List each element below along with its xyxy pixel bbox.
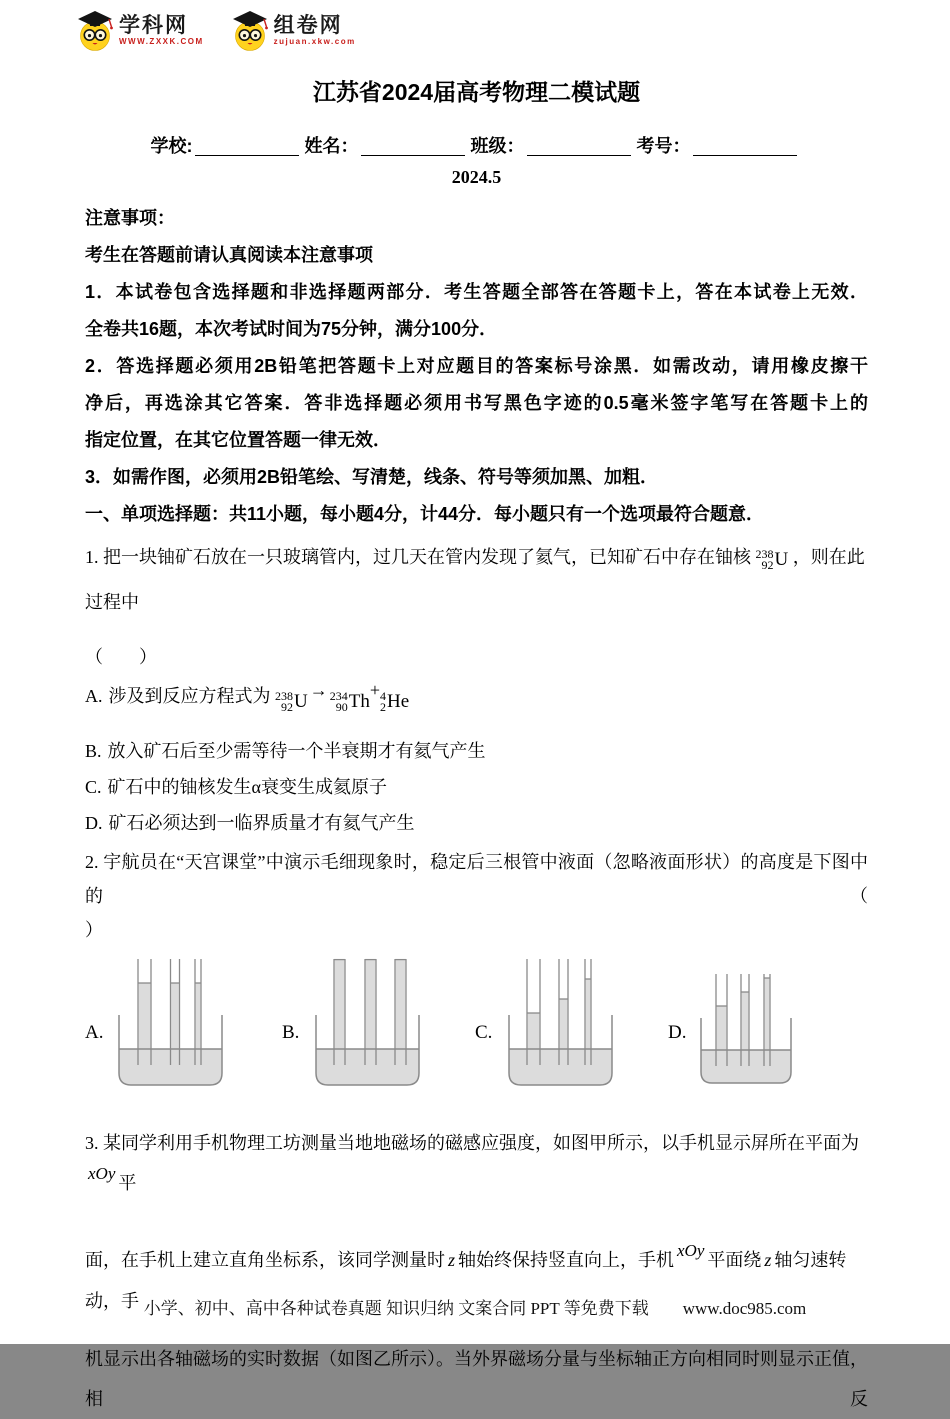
- option-c-text: 矿石中的铀核发生α衰变生成氦原子: [107, 777, 387, 797]
- question-2-stem-line1: 2. 宇航员在“天宫课堂”中演示毛细现象时，稳定后三根管中液面（忽略液面形状）的高度是下图中的（: [85, 852, 868, 906]
- option-d-text: 矿石必须达到一临界质量才有氦气产生: [108, 813, 415, 833]
- footer-site-url: www.doc985.com: [682, 1299, 807, 1318]
- question-3-line1: [85, 1123, 868, 1204]
- z-axis-variable: z: [764, 1250, 772, 1270]
- figure-b-label: B.: [282, 1022, 300, 1043]
- school-label: 学校:: [150, 136, 193, 156]
- logo-name: 学科网: [119, 13, 188, 37]
- question-1-stem: [85, 535, 868, 624]
- option-a-label: A.: [85, 686, 103, 706]
- capillary-tubes-figure-a: [113, 957, 228, 1089]
- owl-mascot-icon: [75, 7, 115, 53]
- figure-option-d: [668, 966, 796, 1089]
- class-blank: [527, 136, 631, 156]
- option-c-label: C.: [85, 777, 102, 797]
- capillary-tubes-figure-d: [696, 966, 796, 1086]
- figure-a-label: A.: [85, 1022, 104, 1043]
- question-3-text: 3. 某同学利用手机物理工坊测量当地地磁场的磁感应强度，如图甲所示，以手机显示屏所在平面为: [85, 1133, 859, 1153]
- student-info-line: [85, 128, 868, 158]
- exam-date: 2024.5: [451, 167, 502, 187]
- question-3-text: 平面绕: [707, 1250, 762, 1270]
- plus-sign: +: [369, 680, 380, 700]
- question-3-text: 面，在手机上建立直角坐标系，该同学测量时: [85, 1250, 445, 1270]
- figure-option-b: [282, 957, 425, 1089]
- question-3-text: 轴始终保持竖直向上，手机: [458, 1250, 675, 1270]
- xoy-plane-notation: xOy: [88, 1164, 116, 1183]
- figure-d-label: D.: [668, 1022, 687, 1043]
- helium-nuclide: 4 2 He: [380, 689, 410, 714]
- notice-item2-line3: 指定位置，在其它位置答题一律无效．: [85, 430, 391, 450]
- notice-item3: 3．如需作图，必须用2B铅笔绘、写清楚，线条、符号等须加黑、加粗．: [85, 467, 659, 487]
- question-1: [85, 535, 868, 841]
- footer-download-text: 小学、初中、高中各种试卷真题 知识归纳 文案合同 PPT 等免费下载: [143, 1299, 649, 1318]
- class-label: 班级：: [470, 136, 525, 156]
- logo-url: zujuan.xkw.com: [273, 36, 356, 46]
- notice-item2-line1: 2．答选择题必须用2B铅笔把答题卡上对应题目的答案标号涂黑．如需改动，请用橡皮擦干: [85, 356, 868, 376]
- notice-item2-line2: 净后，再选涂其它答案．答非选择题必须用书写黑色字迹的0.5毫米签字笔写在答题卡上的: [85, 393, 868, 413]
- notice-item1-line2: 全卷共16题，本次考试时间为75分钟，满分100分．: [85, 319, 498, 339]
- logo-url: WWW.ZXXK.COM: [119, 36, 204, 46]
- answer-parentheses: （ ）: [85, 647, 157, 667]
- page-title: 江苏省2024届高考物理二模试题: [312, 79, 641, 105]
- logo-zujuanwang: [230, 7, 356, 53]
- school-blank: [195, 136, 299, 156]
- notice-block: [85, 200, 868, 533]
- capillary-tubes-figure-b: [310, 957, 425, 1089]
- uranium-238-nuclide: 238 92 U: [755, 547, 789, 572]
- capillary-tubes-figure-c: [503, 957, 618, 1089]
- figure-c-label: C.: [475, 1022, 493, 1043]
- option-b-label: B.: [85, 741, 102, 761]
- question-1-option-d: [85, 805, 868, 841]
- notice-item1-line1: 1．本试卷包含选择题和非选择题两部分．考生答题全部答在答题卡上，答在本试卷上无效．: [85, 282, 868, 302]
- notice-intro: 考生在答题前请认真阅读本注意事项: [85, 245, 373, 265]
- section1-heading: 一、单项选择题：共11小题，每小题4分，计44分．每小题只有一个选项最符合题意．: [85, 504, 765, 524]
- option-b-text: 放入矿石后至少需等待一个半衰期才有氦气产生: [107, 741, 486, 761]
- question-1-option-b: [85, 733, 868, 769]
- question-3-text: 轴匀速转动，手: [85, 1250, 847, 1311]
- question-2-stem-line2: ）: [85, 920, 103, 940]
- decay-equation: [275, 680, 410, 714]
- question-1-stem-text: 1. 把一块铀矿石放在一只玻璃管内，过几天在管内发现了氦气，已知矿石中存在铀核: [85, 547, 751, 567]
- examno-label: 考号：: [636, 136, 691, 156]
- question-1-option-c: [85, 769, 868, 805]
- xoy-plane-notation: xOy: [677, 1241, 705, 1260]
- thorium-nuclide: 234 90 Th: [329, 689, 370, 714]
- name-label: 姓名：: [304, 136, 359, 156]
- option-a-text: 涉及到反应方程式为: [108, 686, 271, 706]
- question-3-line3: 机显示出各轴磁场的实时数据（如图乙所示）。当外界磁场分量与坐标轴正方向相同时则显示正值，相反: [85, 1349, 868, 1409]
- question-2: [85, 845, 868, 1089]
- owl-mascot-icon: [230, 7, 270, 53]
- question-3: [85, 1123, 868, 1419]
- question-2-figures: [85, 955, 868, 1089]
- logo-xuekewang: [75, 7, 204, 53]
- uranium-nuclide: 238 92 U: [275, 689, 308, 714]
- z-axis-variable: z: [448, 1250, 456, 1270]
- examno-blank: [693, 136, 797, 156]
- page-footer: [0, 1296, 950, 1322]
- question-1-stem-tail: ，则在此过程中: [85, 547, 865, 612]
- figure-option-a: [85, 957, 228, 1089]
- question-1-option-a: [85, 678, 868, 719]
- figure-option-c: [475, 957, 618, 1089]
- notice-heading: 注意事项：: [85, 208, 175, 228]
- question-3-text: 平: [118, 1173, 137, 1193]
- header-logos: [75, 0, 868, 50]
- option-d-label: D.: [85, 813, 103, 833]
- name-blank: [361, 136, 465, 156]
- logo-name: 组卷网: [273, 13, 343, 37]
- reaction-arrow: →: [309, 680, 328, 700]
